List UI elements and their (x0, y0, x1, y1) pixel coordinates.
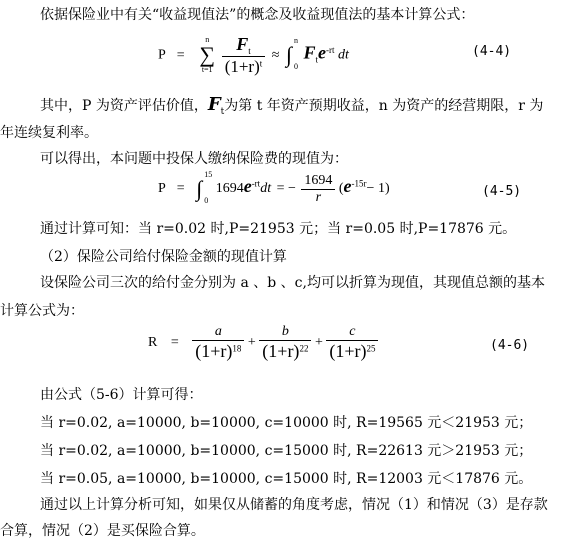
equation-number-4-5: (4-5) (482, 184, 522, 199)
eq1-exp-base: e (318, 42, 326, 63)
section-heading-2: （2）保险公司给付保险金额的现值计算 (40, 249, 287, 265)
eq1-dt: dt (338, 47, 349, 63)
paragraph-result-p: 通过计算可知：当 r=0.02 时,P=21953 元；当 r=0.05 时,P=17876 元。 (40, 221, 517, 237)
eq1-sum (196, 36, 218, 74)
paragraph-conclusion-cont: 合算，情况（2）是买保险合算。 (0, 523, 205, 539)
eq1-approx: ≈ (271, 47, 280, 63)
paragraph-calc-intro: 由公式（5-6）计算可得： (40, 387, 203, 403)
paragraph-conclusion: 通过以上计算分析可知，如果仅从储蓄的角度考虑，情况（1）和情况（3）是存款 (40, 497, 548, 513)
case-1: 当 r=0.02, a=10000, b=10000, c=10000 时, R=19565 元＜21953 元； (40, 415, 533, 431)
eq1-lhs: P (158, 47, 166, 63)
paragraph-payout-cont: 计算公式为： (0, 303, 84, 319)
eq1-equals: = (176, 47, 185, 63)
equation-number-4-4: (4-4) (472, 44, 512, 59)
eq3-fraction-a: $\frac{a}{(1+r)^{18}}$ (192, 324, 244, 362)
equation-number-4-6: (4-6) (490, 338, 530, 353)
eq2-integral: 15 ∫ 0 (196, 170, 213, 205)
eq1-sum-top: n (205, 35, 210, 45)
eq1-fraction (222, 34, 266, 77)
case-2: 当 r=0.02, a=10000, b=10000, c=15000 时, R=22613 元＞21953 元； (40, 443, 533, 459)
paragraph-payout: 设保险公司三次的给付金分别为 a 、b 、c,均可以折算为现值，其现值总额的基本 (40, 275, 545, 291)
equation-4-4: P = n ∑ t=1 $\frac{F_t}{(1+r)^t}$ ≈ n ∫ 0 $F_te^{-rt}$ dt (158, 34, 349, 76)
eq1-integrand: F (303, 42, 316, 63)
eq2-fraction: $\frac{1694}{r}$ (301, 173, 335, 206)
inline-F: F (207, 94, 221, 115)
case-3: 当 r=0.05, a=10000, b=10000, c=15000 时, R=12003 元＜17876 元。 (40, 471, 533, 487)
eq3-fraction-c: $\frac{c}{(1+r)^{25}}$ (326, 324, 378, 362)
eq1-sigma: ∑ (199, 42, 216, 68)
eq1-integral: n ∫ 0 (285, 36, 298, 72)
eq3-fraction-b: $\frac{b}{(1+r)^{22}}$ (259, 324, 311, 362)
eq1-sum-bottom: t=1 (201, 65, 213, 75)
paragraph-intro: 依据保险业中有关“收益现值法”的概念及收益现值法的基本计算公式： (40, 7, 475, 23)
paragraph-premium: 可以得出，本问题中投保人缴纳保险费的现值为： (40, 151, 348, 167)
eq1-numerator: $F_t$ (236, 34, 251, 56)
paragraph-definition-cont: 年连续复利率。 (0, 125, 98, 141)
equation-4-5: P = 15 ∫ 0 $1694e^{-rt}dt$ = − $\frac{1694}{r}$ $(e^{-15r}- 1)$ (158, 170, 390, 205)
equation-4-6: R = $\frac{a}{(1+r)^{18}}$ + $\frac{b}{(1+r)^{22}}$ + $\frac{c}{(1+r)^{25}}$ (148, 324, 378, 362)
paragraph-definition: 其中，P 为资产评估价值，$F_t$为第 t 年资产预期收益，n 为资产的经营期限，r 为 (40, 94, 544, 117)
eq1-denominator: $(1+r)^t$ (222, 56, 266, 77)
